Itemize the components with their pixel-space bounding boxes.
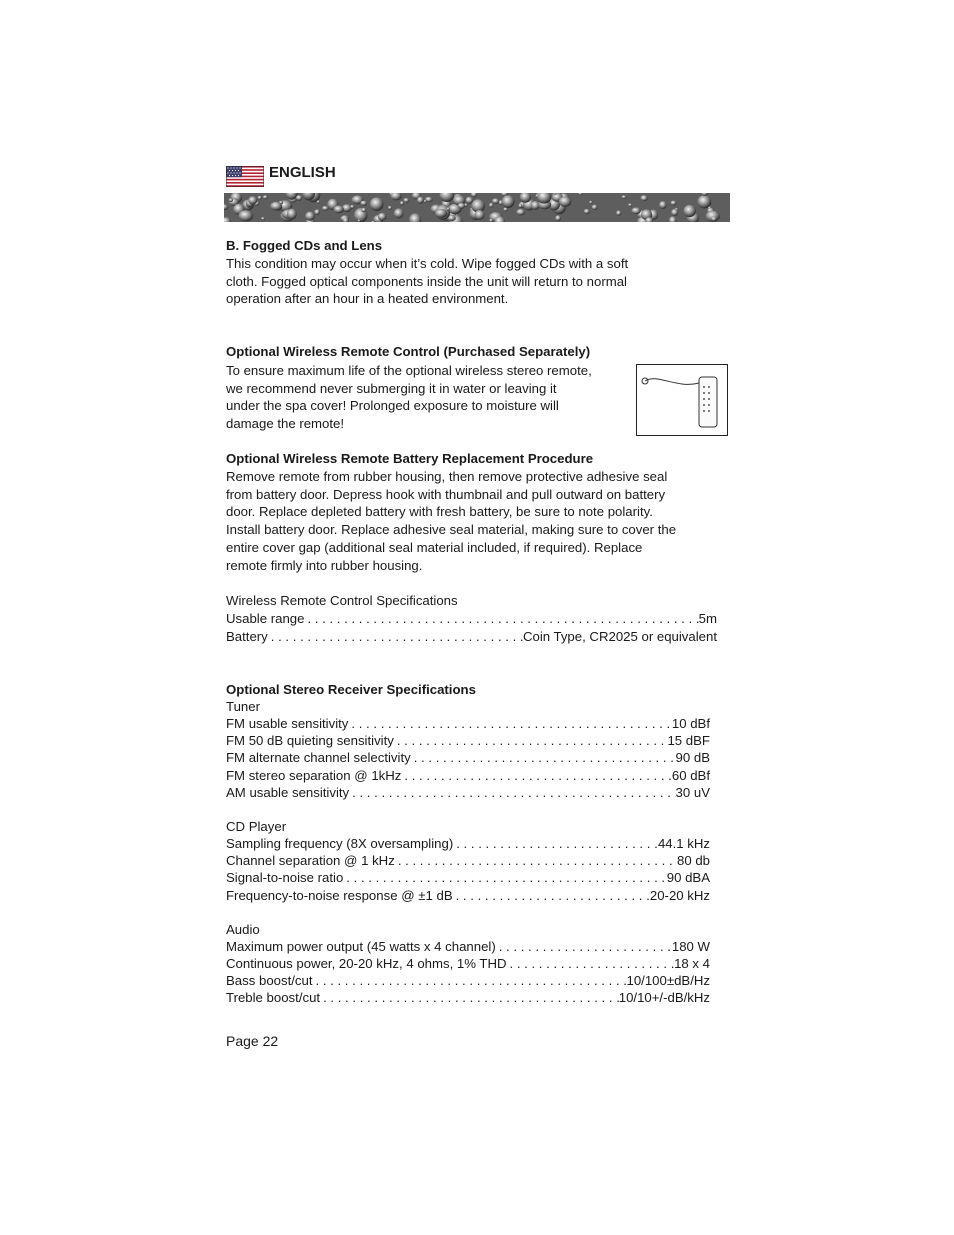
language-label: ENGLISH — [269, 164, 336, 181]
fogged-paragraph — [226, 255, 628, 308]
us-flag-icon — [226, 166, 264, 187]
spec-label: FM alternate channel selectivity — [226, 750, 411, 765]
spec-row — [226, 852, 710, 869]
spec-value: 80 db — [676, 853, 710, 868]
receiver-heading: Optional Stereo Receiver Specifications — [226, 682, 476, 697]
spec-row — [226, 610, 717, 627]
spec-label: FM 50 dB quieting sensitivity — [226, 733, 394, 748]
spec-value: 5m — [698, 611, 717, 626]
text-line: damage the remote! — [226, 416, 345, 432]
remote-illustration — [636, 364, 728, 436]
spec-value: 10/10+/-dB/kHz — [618, 990, 710, 1005]
spec-label: Bass boost/cut — [226, 973, 313, 988]
spec-label: Battery — [226, 629, 268, 644]
tuner-title: Tuner — [226, 699, 260, 714]
text-line: Remove remote from rubber housing, then remove protective adhesive seal — [226, 469, 668, 484]
spec-label: Continuous power, 20-20 kHz, 4 ohms, 1% THD — [226, 956, 507, 971]
spec-row — [226, 887, 710, 904]
remote-specs-title: Wireless Remote Control Specifications — [226, 593, 458, 608]
spec-row — [226, 972, 710, 989]
spec-value: 10 dBf — [671, 716, 710, 731]
page-number: Page 22 — [226, 1033, 279, 1049]
spec-value: 180 W — [671, 939, 710, 954]
text-line: we recommend never submerging it in water or leaving it — [226, 380, 557, 396]
spec-value: 60 dBf — [671, 768, 710, 783]
text-line: under the spa cover! Prolonged exposure to moisture will — [226, 398, 559, 414]
spec-value: Coin Type, CR2025 or equivalent — [522, 629, 717, 644]
text-line: To ensure maximum life of the optional wireless stereo remote, — [226, 363, 592, 378]
cd-title: CD Player — [226, 819, 287, 834]
spec-row — [226, 955, 710, 972]
spec-row — [226, 628, 717, 645]
spec-label: Frequency-to-noise response @ ±1 dB — [226, 888, 453, 903]
spec-value: 10/100±dB/Hz — [626, 973, 710, 988]
spec-value: 15 dBF — [667, 733, 710, 748]
text-line: cloth. Fogged optical components inside the unit will return to normal — [226, 273, 627, 289]
spec-label: Usable range — [226, 611, 305, 626]
spec-value: 90 dB — [675, 750, 710, 765]
spec-row — [226, 732, 710, 749]
text-line: from battery door. Depress hook with thumbnail and pull outward on battery — [226, 486, 666, 502]
spec-label: FM stereo separation @ 1kHz — [226, 768, 402, 783]
spec-value: 44.1 kHz — [657, 836, 710, 851]
spec-row — [226, 767, 710, 784]
spec-value: 18 x 4 — [674, 956, 710, 971]
spec-row — [226, 784, 710, 801]
spec-value: 20-20 kHz — [649, 888, 710, 903]
text-line: operation after an hour in a heated environment. — [226, 291, 509, 307]
remote-control-icon — [637, 365, 726, 434]
text-line: Install battery door. Replace adhesive seal material, making sure to cover the — [226, 522, 677, 538]
water-droplets-banner — [224, 193, 730, 222]
audio-title: Audio — [226, 922, 260, 937]
spec-value: 30 uV — [675, 785, 710, 800]
spec-label: Channel separation @ 1 kHz — [226, 853, 395, 868]
spec-row — [226, 869, 710, 886]
text-line: remote firmly into rubber housing. — [226, 557, 423, 573]
text-line: door. Replace depleted battery with fresh battery, be sure to note polarity. — [226, 504, 653, 520]
text-line: entire cover gap (additional seal material included, if required). Replace — [226, 539, 643, 555]
spec-row — [226, 749, 710, 766]
spec-label: Treble boost/cut — [226, 990, 321, 1005]
spec-label: Maximum power output (45 watts x 4 channel) — [226, 939, 496, 954]
remote-paragraph — [226, 362, 592, 433]
battery-heading: Optional Wireless Remote Battery Replacement Procedure — [226, 451, 594, 466]
text-line: This condition may occur when it’s cold. Wipe fogged CDs with a soft — [226, 256, 629, 271]
spec-row — [226, 938, 710, 955]
remote-heading: Optional Wireless Remote Control (Purchased Separately) — [226, 344, 591, 359]
spec-row — [226, 835, 710, 852]
battery-paragraph — [226, 468, 676, 574]
spec-row — [226, 715, 710, 732]
spec-row — [226, 989, 710, 1006]
fogged-heading: B. Fogged CDs and Lens — [226, 238, 383, 253]
spec-label: AM usable sensitivity — [226, 785, 350, 800]
spec-label: Sampling frequency (8X oversampling) — [226, 836, 454, 851]
spec-value: 90 dBA — [666, 870, 710, 885]
spec-label: FM usable sensitivity — [226, 716, 349, 731]
spec-label: Signal-to-noise ratio — [226, 870, 344, 885]
